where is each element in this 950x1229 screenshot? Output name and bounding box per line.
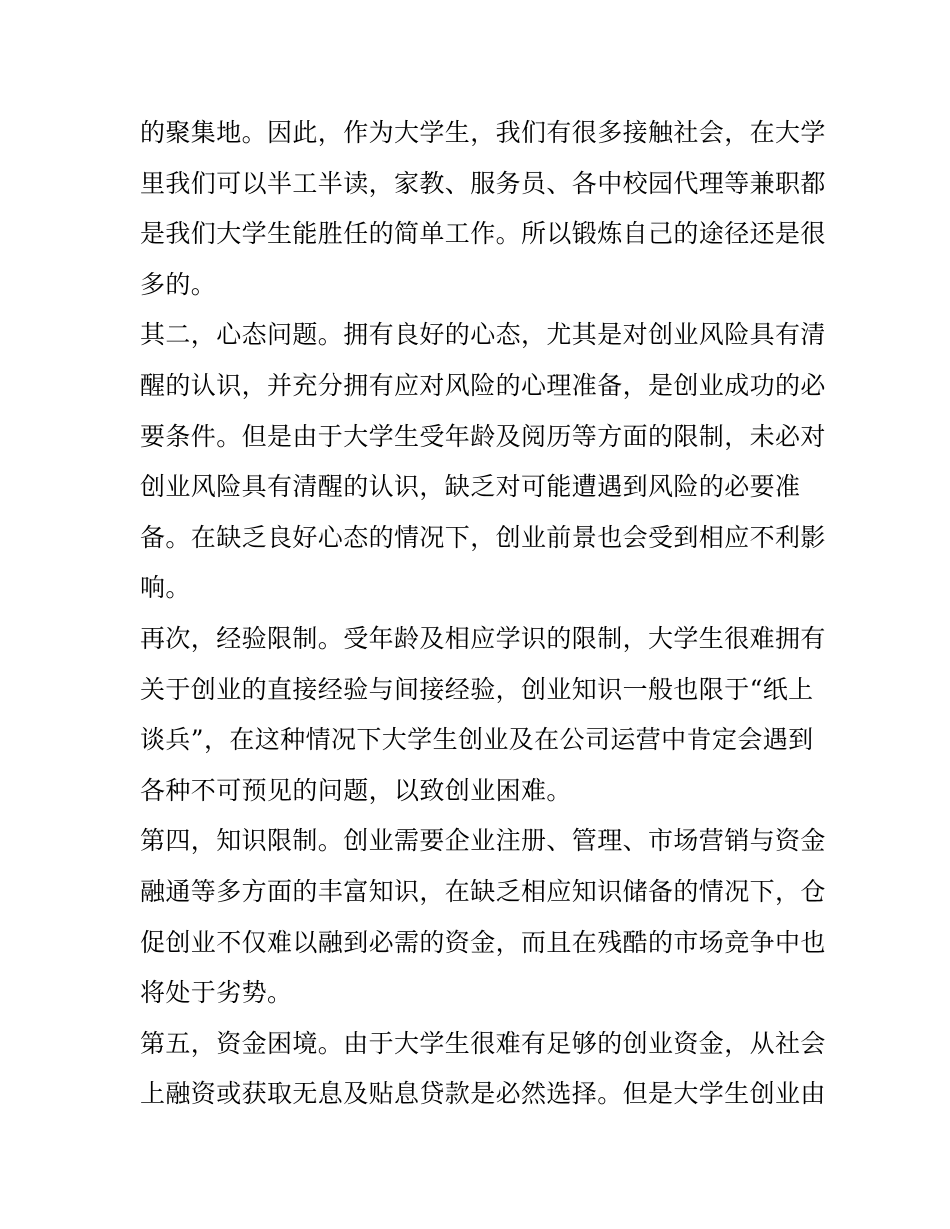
text-line: 第四，知识限制。创业需要企业注册、管理、市场营销与资金 <box>140 826 826 856</box>
text-line: 是我们大学生能胜任的简单工作。所以锻炼自己的途径还是很 <box>140 219 826 249</box>
text-line: 里我们可以半工半读，家教、服务员、各中校园代理等兼职都 <box>140 168 826 198</box>
document-body <box>140 108 826 1120</box>
text-line: 促创业不仅难以融到必需的资金，而且在残酷的市场竞争中也 <box>140 927 826 957</box>
text-line: 关于创业的直接经验与间接经验，创业知识一般也限于“纸上 <box>140 674 814 704</box>
text-line: 要条件。但是由于大学生受年龄及阅历等方面的限制，未必对 <box>140 421 826 451</box>
text-line: 的聚集地。因此，作为大学生，我们有很多接触社会，在大学 <box>140 118 826 147</box>
text-line: 第五，资金困境。由于大学生很难有足够的创业资金，从社会 <box>140 1028 826 1058</box>
text-line: 再次，经验限制。受年龄及相应学识的限制，大学生很难拥有 <box>140 623 826 653</box>
text-line: 融通等多方面的丰富知识，在缺乏相应知识储备的情况下，仓 <box>140 876 826 906</box>
text-line: 响。 <box>140 573 191 603</box>
text-line: 醒的认识，并充分拥有应对风险的心理准备，是创业成功的必 <box>140 370 826 400</box>
text-line: 多的。 <box>140 269 217 299</box>
text-line: 上融资或获取无息及贴息贷款是必然选择。但是大学生创业由 <box>140 1079 826 1109</box>
text-line: 创业风险具有清醒的认识，缺乏对可能遭遇到风险的必要准 <box>140 472 801 502</box>
text-line: 其二，心态问题。拥有良好的心态，尤其是对创业风险具有清 <box>140 320 826 350</box>
text-line: 将处于劣势。 <box>140 978 293 1008</box>
text-line: 谈兵”，在这种情况下大学生创业及在公司运营中肯定会遇到 <box>140 725 814 755</box>
text-line: 各种不可预见的问题，以致创业困难。 <box>140 775 572 805</box>
text-line: 备。在缺乏良好心态的情况下，创业前景也会受到相应不利影 <box>140 522 826 552</box>
